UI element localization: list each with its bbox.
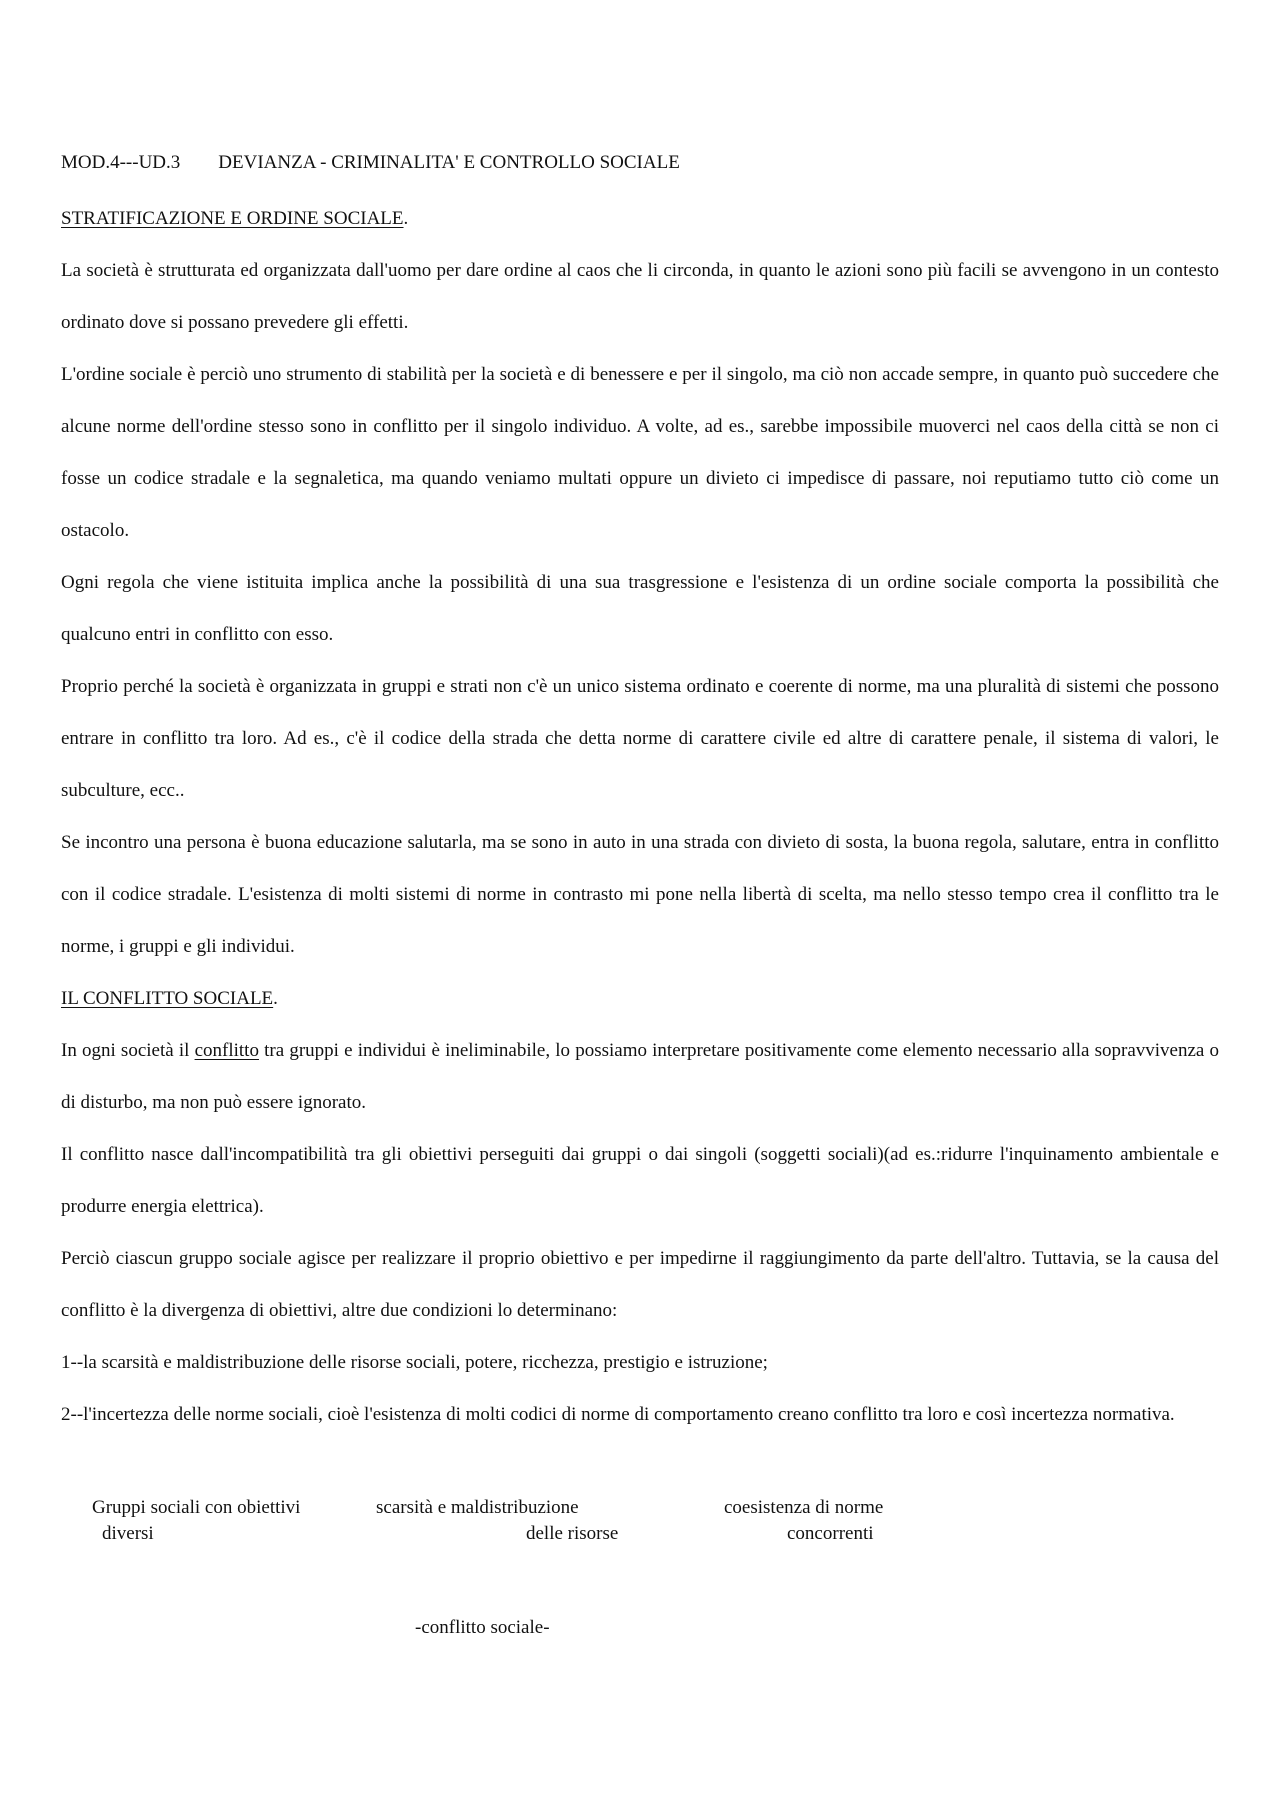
text-span: In ogni società il [61, 1040, 195, 1061]
diagram-label: scarsità e maldistribuzione [376, 1497, 579, 1518]
text-span: tra gruppi e individui è ineliminabile, lo possiamo interpretare positivamente come elemento necessario alla sopravvivenza o di disturbo, ma non può essere ignorato. [61, 1040, 1219, 1113]
diagram-label: delle risorse [526, 1523, 619, 1544]
diagram-label: diversi [102, 1523, 154, 1544]
diagram-label: Gruppi sociali con obiettivi [92, 1497, 301, 1518]
section-heading-text: IL CONFLITTO SOCIALE [61, 988, 274, 1009]
diagram-box-norms [724, 1495, 883, 1547]
module-code: MOD.4---UD.3 [61, 152, 181, 173]
diagram-label: coesistenza di norme [724, 1497, 884, 1518]
paragraph: Se incontro una persona è buona educazione salutarla, ma se sono in auto in una strada con divieto di sosta, la buona regola, salutare, entra in conflitto con il codice stradale. L'esistenza di molti sistemi di norme in contrasto mi pone nella libertà di scelta, ma nello stesso tempo crea il conflitto tra le norme, i gruppi e gli individui. [61, 832, 1219, 957]
paragraph: Ogni regola che viene istituita implica anche la possibilità di una sua trasgressione e l'esistenza di un ordine sociale comporta la possibilità che qualcuno entri in conflitto con esso. [61, 572, 1219, 645]
paragraph: La società è strutturata ed organizzata dall'uomo per dare ordine al caos che li circonda, in quanto le azioni sono più facili se avvengono in un contesto ordinato dove si possano prevedere gli effetti. [61, 260, 1219, 333]
paragraph: L'ordine sociale è perciò uno strumento di stabilità per la società e di benessere e per il singolo, ma ciò non accade sempre, in quanto può succedere che alcune norme dell'ordine stesso sono in conflitto per il singolo individuo. A volte, ad es., sarebbe impossibile muoverci nel caos della città se non ci fosse un codice stradale e la segnaletica, ma quando veniamo multati oppure un divieto ci impedisce di passare, noi reputiamo tutto ciò come un ostacolo. [61, 364, 1219, 541]
document-title: DEVIANZA - CRIMINALITA' E CONTROLLO SOCIALE [218, 152, 680, 173]
paragraph: Proprio perché la società è organizzata in gruppi e strati non c'è un unico sistema ordinato e coerente di norme, ma una pluralità di sistemi che possono entrare in conflitto tra loro. Ad es., c'è il codice della strada che detta norme di carattere civile ed altre di carattere penale, il sistema di valori, le subculture, ecc.. [61, 676, 1219, 801]
paragraph: Il conflitto nasce dall'incompatibilità tra gli obiettivi perseguiti dai gruppi o dai singoli (soggetti sociali)(ad es.:ridurre l'inquinamento ambientale e produrre energia elettrica). [61, 1144, 1219, 1217]
list-item: 2--l'incertezza delle norme sociali, cioè l'esistenza di molti codici di norme di comportamento creano conflitto tra loro e così incertezza normativa. [61, 1404, 1175, 1425]
diagram-result: -conflitto sociale- [415, 1617, 550, 1638]
section-heading-conflitto: IL CONFLITTO SOCIALE. [61, 988, 278, 1009]
underlined-term: conflitto [194, 1040, 259, 1061]
paragraph: Perciò ciascun gruppo sociale agisce per realizzare il proprio obiettivo e per impedirne il raggiungimento da parte dell'altro. Tuttavia, se la causa del conflitto è la divergenza di obiettivi, altre due condizioni lo determinano: [61, 1248, 1219, 1321]
diagram-label: concorrenti [787, 1523, 874, 1544]
section-heading-stratificazione: STRATIFICAZIONE E ORDINE SOCIALE. [61, 208, 409, 229]
list-item: 1--la scarsità e maldistribuzione delle risorse sociali, potere, ricchezza, prestigio e istruzione; [61, 1352, 768, 1373]
diagram-box-groups [92, 1495, 300, 1547]
section-heading-text: STRATIFICAZIONE E ORDINE SOCIALE [61, 208, 404, 229]
diagram-box-resources [376, 1495, 619, 1547]
